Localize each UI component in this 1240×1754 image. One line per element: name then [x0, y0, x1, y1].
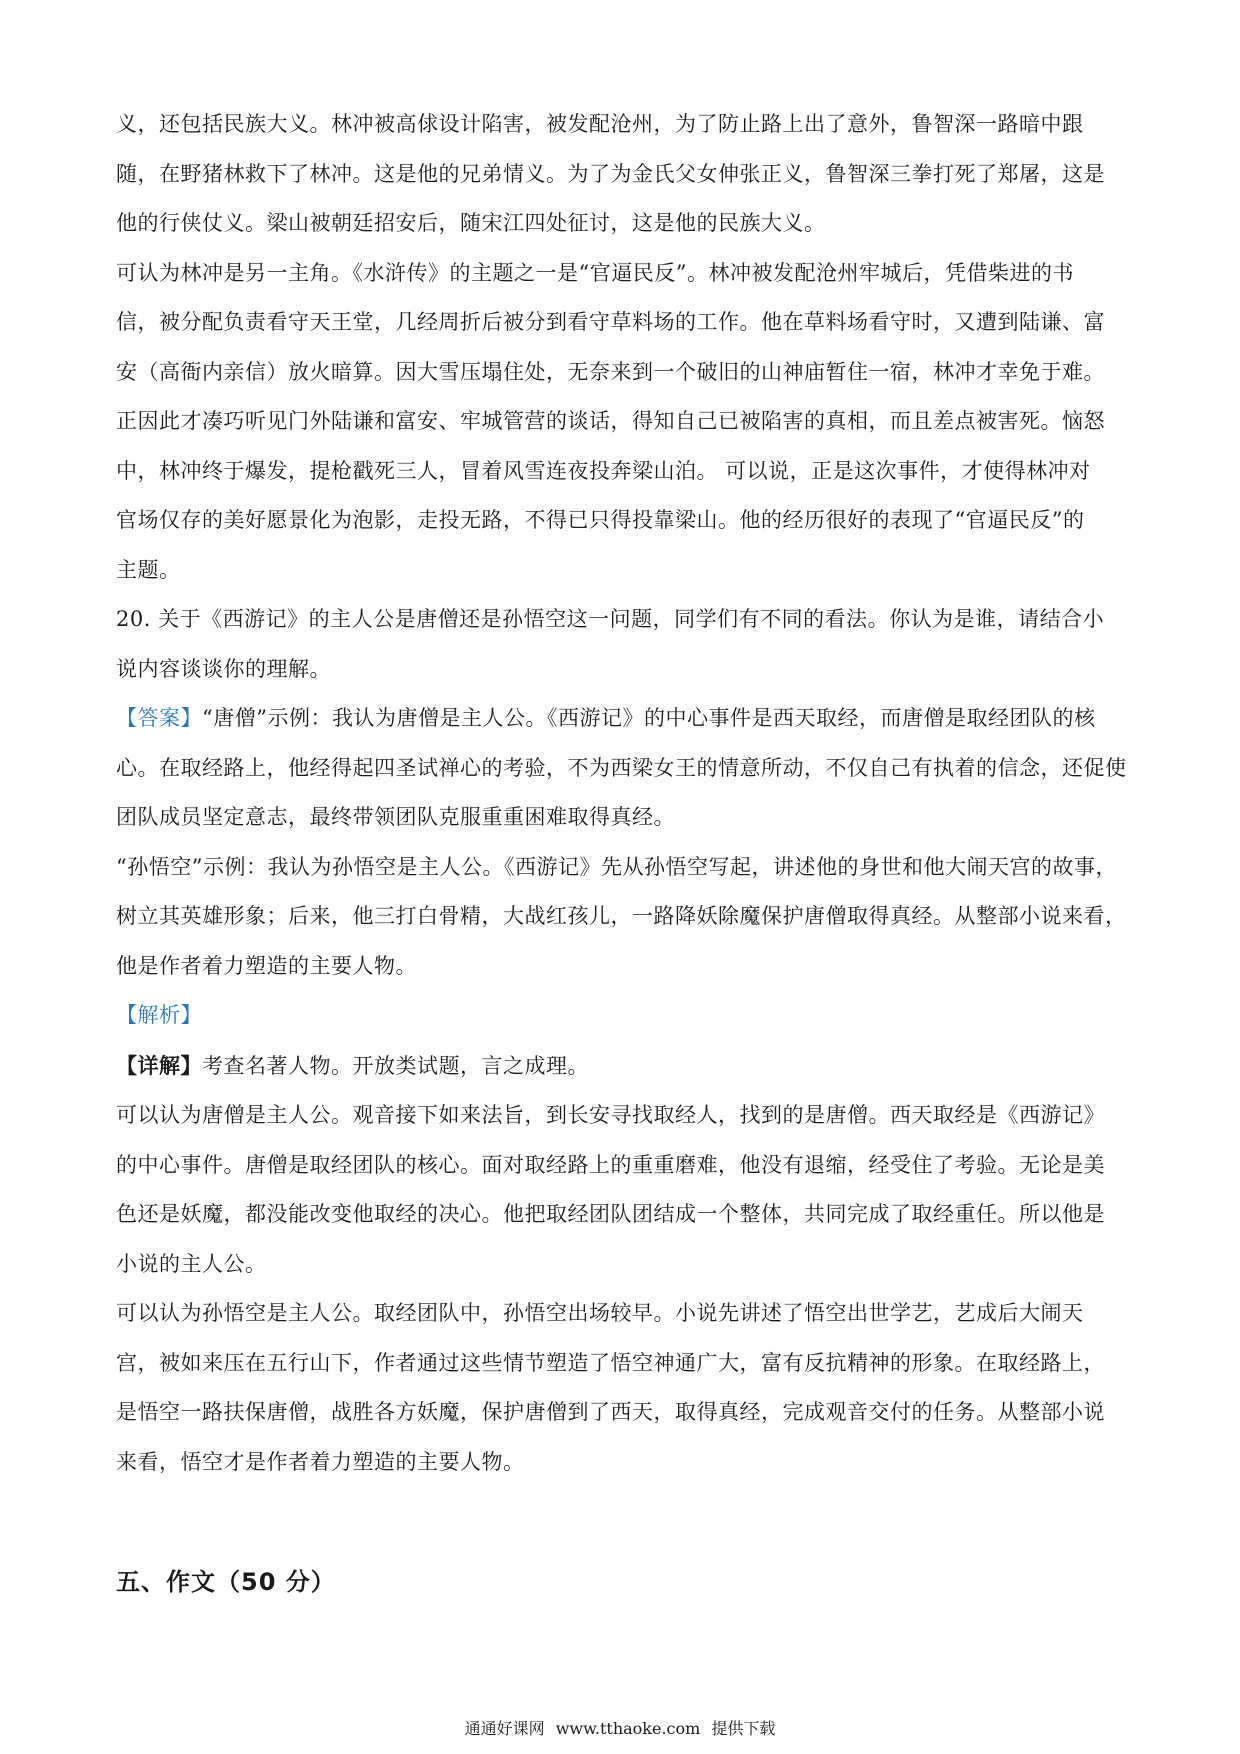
- footer-note: 提供下载: [711, 1719, 776, 1738]
- question-20: [116, 595, 1136, 694]
- text-line: 团队成员坚定意志，最终带领团队克服重重困难取得真经。: [116, 805, 675, 829]
- paragraph-lu-zhishen: [116, 100, 1136, 249]
- text-line: [116, 694, 1136, 744]
- text-line: 20. 关于《西游记》的主人公是唐僧还是孙悟空这一问题，同学们有不同的看法。你认为是谁，请结合小: [116, 607, 1105, 631]
- paragraph-sun-wukong: [116, 1289, 1136, 1487]
- text-line: 是悟空一路扶保唐僧，战胜各方妖魔，保护唐僧到了西天，取得真经，完成观音交付的任务。从整部小说: [116, 1400, 1105, 1424]
- document-body: [116, 100, 1136, 1487]
- footer-site-link[interactable]: www.tthaoke.com: [555, 1719, 701, 1738]
- answer-tag: 【答案】: [116, 706, 202, 730]
- answer-block-2: [116, 843, 1136, 992]
- text-line: 心。在取经路上，他经得起四圣试禅心的考验，不为西梁女王的情意所动，不仅自己有执着的信念，还促使: [116, 755, 1127, 780]
- detail-text: 考查名著人物。开放类试题，言之成理。: [202, 1053, 589, 1078]
- section-title-composition: 五、作文（50 分）: [116, 1568, 336, 1596]
- text-line: 随，在野猪林救下了林冲。这是他的兄弟情义。为了为金氏父女伸张正义，鲁智深三拳打死了郑屠，这是: [116, 161, 1105, 186]
- text-line: 的中心事件。唐僧是取经团队的核心。面对取经路上的重重磨难，他没有退缩，经受住了考验。无论是美: [116, 1152, 1105, 1177]
- text-line: 来看，悟空才是作者着力塑造的主要人物。: [116, 1449, 525, 1474]
- text-line: 中，林冲终于爆发，提枪戳死三人，冒着风雪连夜投奔梁山泊。 可以说，正是这次事件，才使得林冲对: [116, 458, 1091, 483]
- text-line: 义，还包括民族大义。林冲被高俅设计陷害，被发配沧州，为了防止路上出了意外，鲁智深一路暗中跟: [116, 112, 1084, 136]
- text-line: 官场仅存的美好愿景化为泡影，走投无路，不得已只得投靠梁山。他的经历很好的表现了“官逼民反”的: [116, 508, 1085, 532]
- page-footer: [0, 1716, 1240, 1739]
- paragraph-tang-seng: [116, 1091, 1136, 1289]
- text-line: 色还是妖魔，都没能改变他取经的决心。他把取经团队团结成一个整体，共同完成了取经重任。所以他是: [116, 1202, 1105, 1226]
- footer-brand: 通通好课网: [464, 1719, 545, 1738]
- text-line: 他的行侠仗义。梁山被朝廷招安后，随宋江四处征讨，这是他的民族大义。: [116, 211, 826, 235]
- text-line: 主题。: [116, 557, 181, 582]
- text-line: 他是作者着力塑造的主要人物。: [116, 953, 417, 978]
- detail-tag: 【详解】: [116, 1052, 202, 1078]
- analysis-block: [116, 991, 1136, 1041]
- paragraph-lin-chong: [116, 249, 1136, 596]
- detail-block: [116, 1041, 1136, 1092]
- text-line: 安（高衙内亲信）放火暗算。因大雪压塌住处，无奈来到一个破旧的山神庙暂住一宿，林冲才幸免于难。: [116, 359, 1105, 384]
- text-line: 可认为林冲是另一主角。《水浒传》的主题之一是“官逼民反”。林冲被发配沧州牢城后，凭借柴进的书: [116, 260, 1074, 285]
- analysis-tag: 【解析】: [116, 1003, 202, 1027]
- text-line: 正因此才凑巧听见门外陆谦和富安、牢城管营的谈话，得知自己已被陷害的真相，而且差点被害死。恼怒: [116, 409, 1105, 433]
- text-line: 可以认为孙悟空是主人公。取经团队中，孙悟空出场较早。小说先讲述了悟空出世学艺，艺成后大闹天: [116, 1301, 1084, 1325]
- text-line: 可以认为唐僧是主人公。观音接下如来法旨，到长安寻找取经人，找到的是唐僧。西天取经是《西游记》: [116, 1103, 1105, 1127]
- text-line: 说内容谈谈你的理解。: [116, 656, 331, 681]
- text-line: [116, 1041, 1136, 1092]
- text-line: 宫，被如来压在五行山下，作者通过这些情节塑造了悟空神通广大，富有反抗精神的形象。在取经路上，: [116, 1350, 1105, 1375]
- text-line: “孙悟空”示例：我认为孙悟空是主人公。《西游记》先从孙悟空写起，讲述他的身世和他大闹天宫的故事，: [116, 854, 1117, 879]
- answer-block: [116, 694, 1136, 843]
- answer-text: “唐僧”示例：我认为唐僧是主人公。《西游记》的中心事件是西天取经，而唐僧是取经团队的核: [202, 706, 1096, 730]
- text-line: 小说的主人公。: [116, 1251, 267, 1276]
- text-line: 树立其英雄形象；后来，他三打白骨精，大战红孩儿，一路降妖除魔保护唐僧取得真经。从整部小说来看，: [116, 904, 1127, 928]
- text-line: 信，被分配负责看守天王堂，几经周折后被分到看守草料场的工作。他在草料场看守时，又遭到陆谦、富: [116, 310, 1105, 334]
